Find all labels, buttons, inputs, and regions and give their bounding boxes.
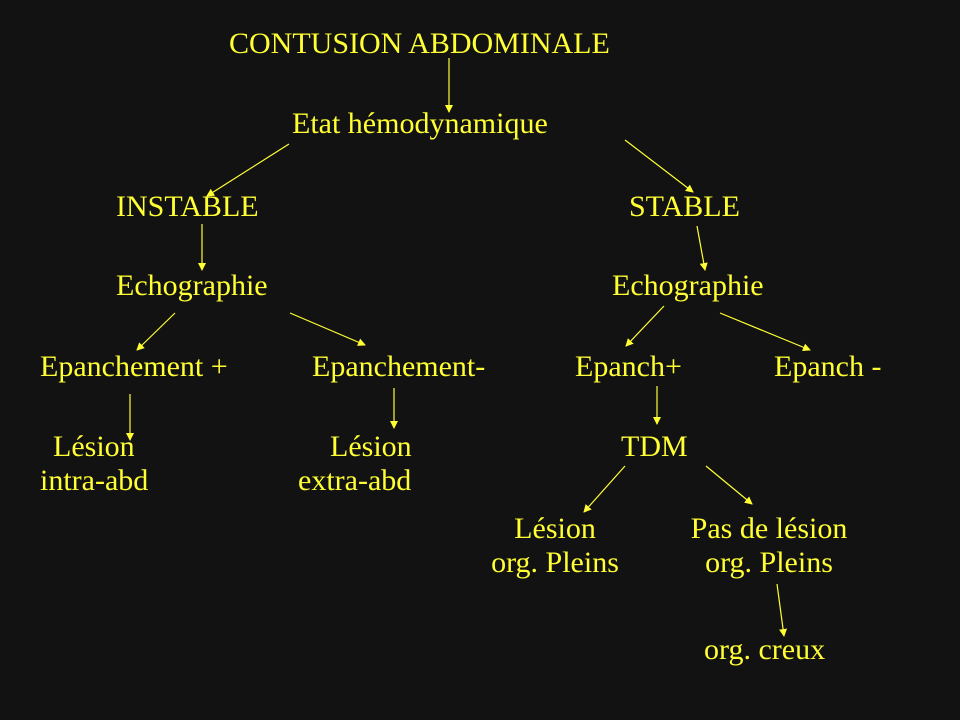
arrow-etat-to-stable — [625, 140, 693, 192]
lesion-intra-line1: Lésion — [53, 430, 135, 463]
arrow-etat-to-instable — [207, 144, 289, 196]
arrow-echo-to-epanch-neg — [290, 313, 365, 345]
node-epanchement-negatif: Epanchement- — [312, 350, 486, 383]
node-pas-de-lesion-org-pleins — [670, 512, 868, 580]
no-lesion-line1: Pas de lésion — [690, 512, 848, 545]
lesion-pleins-line1: Lésion — [514, 512, 596, 545]
node-epanch-minus: Epanch - — [774, 350, 882, 383]
arrow-stable-to-echo — [697, 226, 705, 270]
arrow-echo-to-epanch-plus — [626, 306, 664, 346]
node-echographie-stable: Echographie — [612, 269, 764, 302]
node-lesion-intra-abd — [40, 430, 148, 498]
arrow-pleins-to-creux — [777, 584, 784, 636]
lesion-extra-line2: extra-abd — [298, 464, 412, 497]
lesion-pleins-line2: org. Pleins — [491, 546, 619, 579]
node-tdm: TDM — [621, 430, 688, 463]
node-epanchement-positif: Epanchement + — [40, 350, 228, 383]
diagram-title: CONTUSION ABDOMINALE — [229, 27, 610, 60]
node-epanch-plus: Epanch+ — [575, 350, 682, 383]
node-etat-hemodynamique: Etat hémodynamique — [292, 107, 548, 140]
arrow-tdm-to-no-lesion — [706, 466, 752, 504]
lesion-extra-line1: Lésion — [330, 430, 412, 463]
node-lesion-org-pleins — [470, 512, 640, 580]
node-org-creux: org. creux — [704, 633, 826, 666]
lesion-intra-line2: intra-abd — [40, 464, 149, 497]
node-echographie-instable: Echographie — [116, 269, 268, 302]
arrow-echo-to-epanch-minus — [720, 313, 810, 350]
node-instable: INSTABLE — [116, 190, 259, 223]
arrow-tdm-to-lesion — [584, 466, 625, 512]
no-lesion-line2: org. Pleins — [705, 546, 833, 579]
node-lesion-extra-abd — [298, 430, 412, 498]
arrow-echo-to-epanch-pos — [137, 313, 175, 350]
node-stable: STABLE — [629, 190, 740, 223]
